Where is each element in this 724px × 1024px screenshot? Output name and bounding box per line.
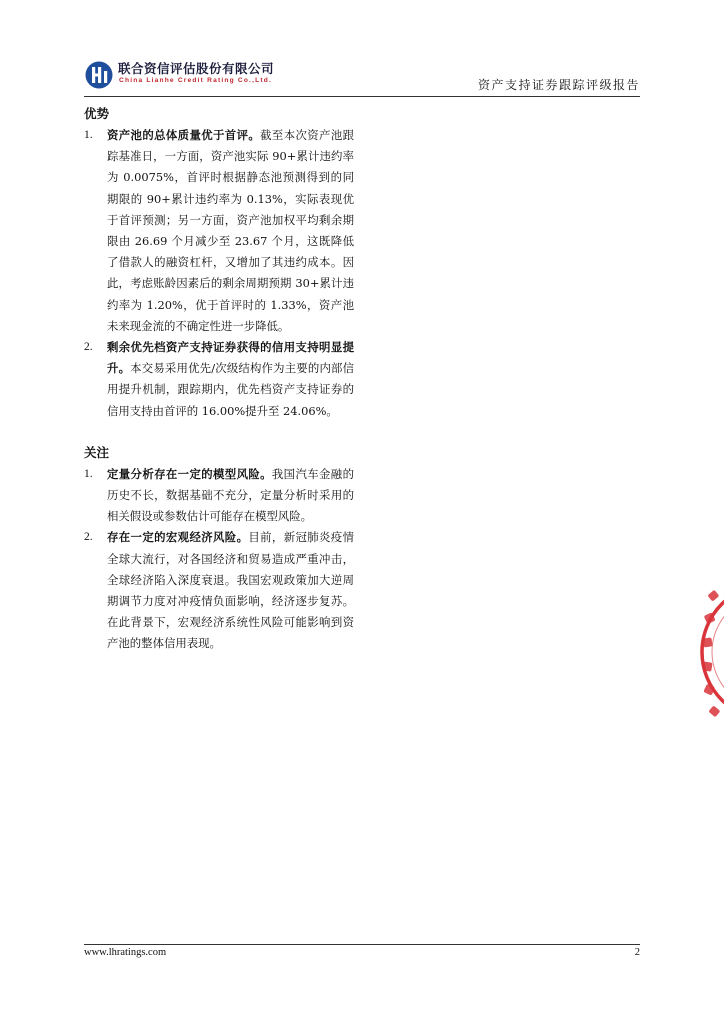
section-spacer <box>84 422 354 442</box>
report-type-title: 资产支持证券跟踪评级报告 <box>477 78 640 92</box>
concern-item-2 <box>84 527 354 654</box>
item-number: 1. <box>84 129 93 141</box>
item-body: 目前，新冠肺炎疫情全球大流行，对各国经济和贸易造成严重冲击，全球经济陷入深度衰退。我国宏观政策加大逆周期调节力度对冲疫情负面影响，经济逐步复苏。在此背景下，宏观经济系统性风险可能影响到资产池的整体信用表现。 <box>107 530 354 651</box>
company-name-en: China Lianhe Credit Rating Co.,Ltd. <box>119 77 272 84</box>
item-number: 2. <box>84 531 93 544</box>
item-body: 我国汽车金融的历史不长，数据基础不充分，定量分析时采用的相关假设或参数估计可能存在模型风险。 <box>107 466 354 524</box>
concerns-heading: 关注 <box>84 444 110 460</box>
page-header <box>84 58 640 98</box>
item-body: 本交易采用优先/次级结构作为主要的内部信用提升机制，跟踪期内，优先档资产支持证券的信用支持由首评的 16.00%提升至 24.06%。 <box>107 361 354 418</box>
company-name-cn: 联合资信评估股份有限公司 <box>118 61 275 76</box>
page-number: 2 <box>634 947 640 958</box>
item-lead: 资产池的总体质量优于首评。 <box>107 128 261 142</box>
main-content <box>84 103 354 655</box>
strength-item-1 <box>84 125 354 337</box>
item-body: 截至本次资产池跟踪基准日，一方面，资产池实际 90+累计违约率为 0.0075%，首评时根据静态池预测得到的同期限的 90+累计违约率为 0.13%，实际表现优于首评预测；另一方面，资产池加权平均剩余期限由 26.69 个月减少至 23.67 个月，这既降低了借款人的融资杠杆，又增加了其违约成本。因此，考虑账龄因素后的剩余周期预期 30+累计违约率为 1.20%，优于首评时的 1.33%，资产池未来现金流的不确定性进一步降低。 <box>107 128 354 333</box>
strengths-heading: 优势 <box>84 106 110 121</box>
company-seal-icon <box>700 562 724 742</box>
concerns-list <box>84 464 354 655</box>
item-number: 1. <box>84 467 93 480</box>
item-number: 2. <box>84 341 93 354</box>
strength-item-2 <box>84 337 354 422</box>
header-divider <box>84 96 640 97</box>
concern-item-1 <box>84 464 354 528</box>
strengths-list <box>84 125 354 422</box>
footer-divider <box>84 944 640 945</box>
footer-website-link[interactable]: www.lhratings.com <box>84 947 167 958</box>
item-lead: 存在一定的宏观经济风险。 <box>107 530 249 545</box>
company-logo-icon <box>84 60 114 90</box>
item-lead: 定量分析存在一定的模型风险。 <box>107 466 272 481</box>
item-lead: 剩余优先档资产支持证券获得的信用支持明显提升。 <box>107 340 354 376</box>
